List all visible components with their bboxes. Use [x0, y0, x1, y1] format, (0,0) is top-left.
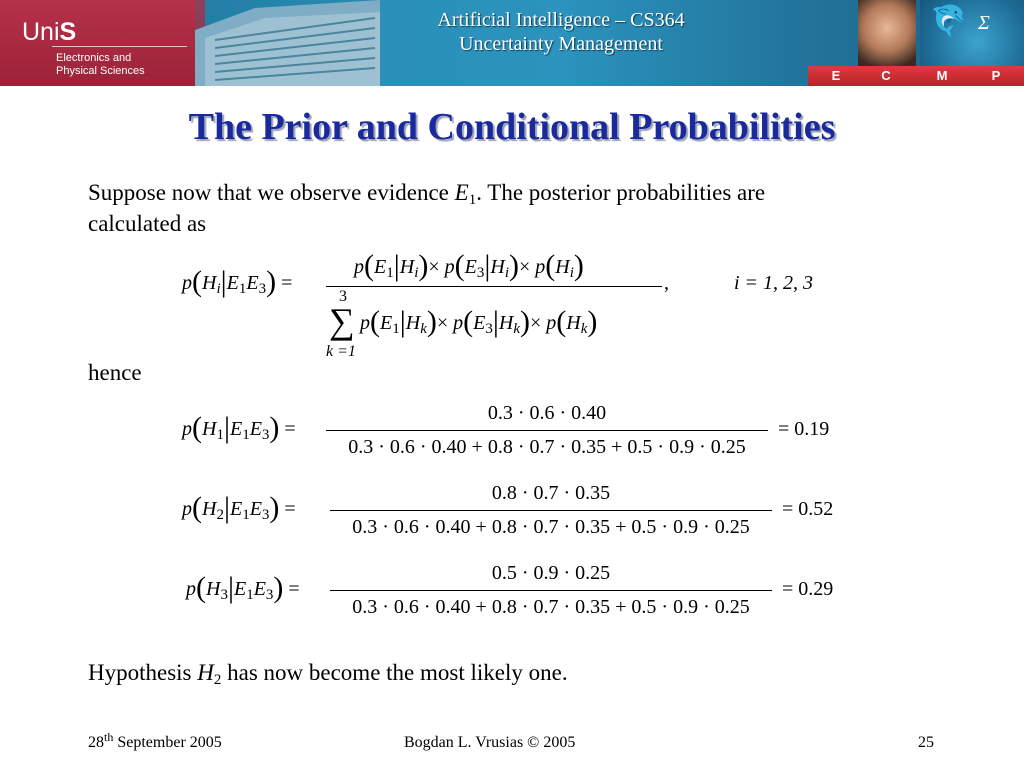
strip-letter-p: P: [991, 68, 1001, 83]
footer-author: Bogdan L. Vrusias © 2005: [404, 734, 576, 751]
intro-text: Suppose now that we observe evidence $E_1$. The posterior probabilities are calculated as: [88, 180, 766, 236]
calc-lhs: $p(H_3|E_1E_3)$ =: [186, 571, 300, 604]
hence-text: hence: [88, 360, 142, 385]
formula-comma: ,: [664, 272, 669, 294]
calc-numerator: 0.3 · 0.6 · 0.40: [487, 402, 607, 424]
logo-divider: [52, 46, 187, 47]
sum-symbol: ∑: [329, 301, 355, 341]
building-image: [195, 0, 380, 86]
calc-lhs: $p(H_2|E_1E_3)$ =: [182, 491, 296, 524]
course-title: Artificial Intelligence – CS364 Uncertainty Management: [437, 9, 685, 55]
page-number: 25: [918, 734, 934, 751]
conclusion-text: Hypothesis $H_2$ has now become the most likely one.: [88, 660, 568, 688]
sigma-icon: Σ: [978, 12, 990, 34]
calc-numerator: 0.5 · 0.9 · 0.25: [491, 562, 611, 584]
footer-date: 28th September 2005: [88, 730, 222, 751]
formula-lhs: $p(H_i|E_1E_3)$ =: [182, 265, 293, 298]
strip-letter-c: C: [881, 68, 891, 83]
calc-lhs: $p(H_1|E_1E_3)$ =: [182, 411, 296, 444]
slide-title: The Prior and Conditional Probabilities: [188, 106, 836, 148]
formula-denominator: $p(E_1|H_k)\times p(E_3|H_k)\times p(H_k)$: [360, 305, 598, 338]
strip-letter-m: M: [936, 68, 948, 83]
formula-fraction-bar: [326, 286, 662, 287]
calc-fraction-bar: [330, 590, 772, 591]
calc-result: = 0.19: [778, 418, 830, 440]
calc-fraction-bar: [326, 430, 768, 431]
calc-denominator: 0.3 · 0.6 · 0.40 + 0.8 · 0.7 · 0.35 + 0.5 · 0.9 · 0.25: [352, 516, 750, 538]
calc-result: = 0.29: [782, 578, 834, 600]
dolphin-icon: 🐬: [930, 5, 968, 38]
person-photo: [858, 0, 916, 70]
sum-lower-limit: k =1: [326, 343, 356, 360]
unis-logo: UniS: [22, 18, 77, 46]
calc-denominator: 0.3 · 0.6 · 0.40 + 0.8 · 0.7 · 0.35 + 0.5 · 0.9 · 0.25: [348, 436, 746, 458]
calc-result: = 0.52: [782, 498, 834, 520]
calc-fraction-bar: [330, 510, 772, 511]
calc-numerator: 0.8 · 0.7 · 0.35: [491, 482, 611, 504]
strip-letter-e: E: [831, 68, 841, 83]
header-banner: [0, 0, 1024, 86]
formula-numerator: $p(E_1|H_i)\times p(E_3|H_i)\times p(H_i)$: [354, 249, 584, 282]
sum-upper-limit: 3: [339, 288, 347, 305]
index-condition: i = 1, 2, 3: [734, 272, 814, 294]
department-name: Electronics and Physical Sciences: [56, 52, 145, 77]
calc-denominator: 0.3 · 0.6 · 0.40 + 0.8 · 0.7 · 0.35 + 0.5 · 0.9 · 0.25: [352, 596, 750, 618]
